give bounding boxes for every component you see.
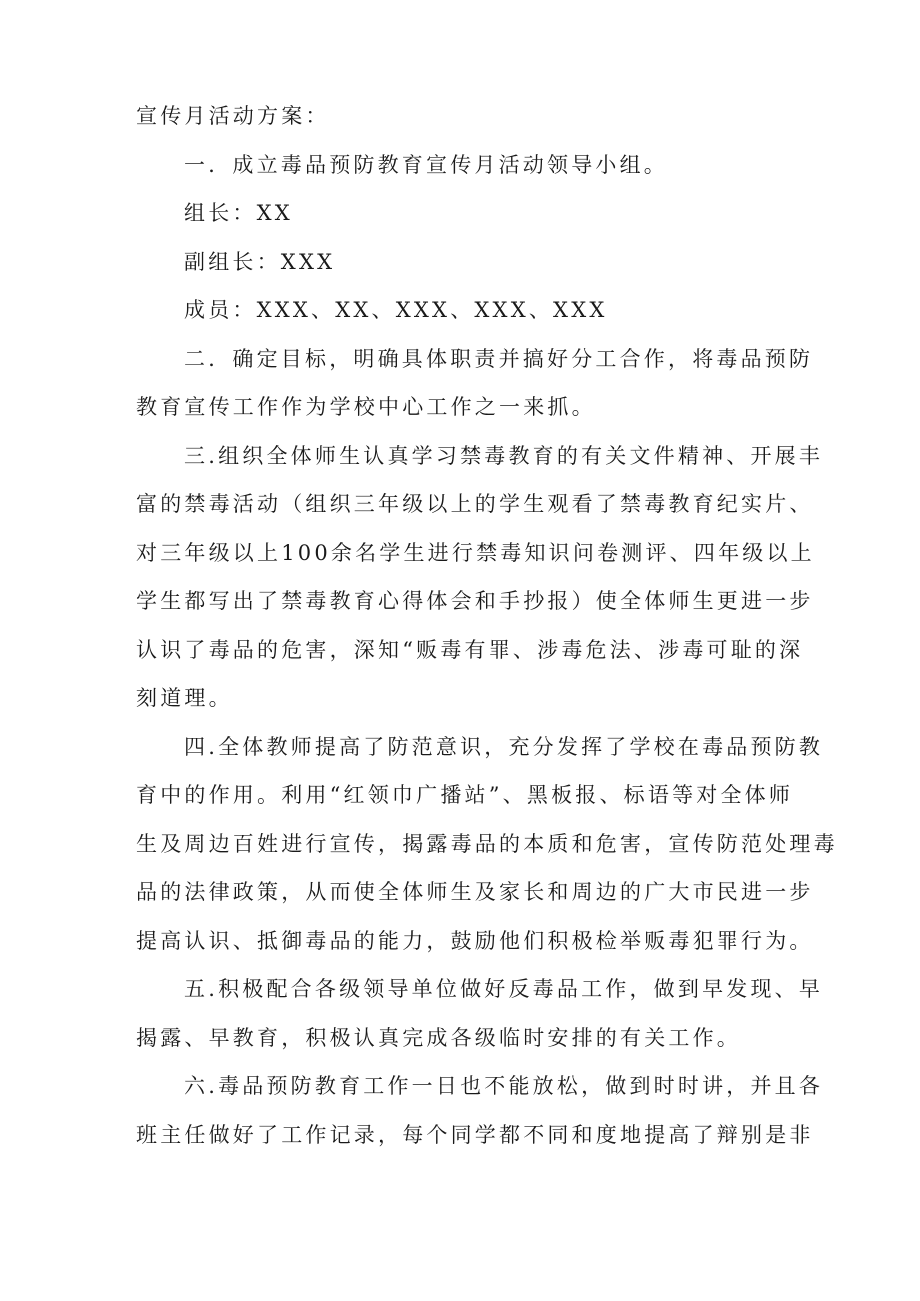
section-2-line-2: 教育宣传工作作为学校中心工作之一来抓。 xyxy=(136,395,596,419)
section-3-line-1: 三.组织全体师生认真学习禁毒教育的有关文件精神、开展丰 xyxy=(184,443,824,468)
section-3-line-3: 对三年级以上100余名学生进行禁毒知识问卷测评、四年级以上 xyxy=(136,540,815,565)
group-leader-line: 组长：XX xyxy=(184,201,293,225)
section-3-line-6: 刻道理。 xyxy=(136,686,233,710)
section-4-line-2: 育中的作用。利用“红领巾广播站”、黑板报、标语等对全体师 xyxy=(136,783,794,807)
deputy-leader-line: 副组长：XXX xyxy=(184,249,336,274)
section-1-title: 一．成立毒品预防教育宣传月活动领导小组。 xyxy=(184,152,668,177)
section-2-line-1: 二．确定目标，明确具体职责并搞好分工合作，将毒品预防 xyxy=(184,346,814,371)
section-3-line-2: 富的禁毒活动（组织三年级以上的学生观看了禁毒教育纪实片、 xyxy=(136,492,814,516)
section-4-line-5: 提高认识、抵御毒品的能力，鼓励他们积极检举贩毒犯罪行为。 xyxy=(136,928,814,953)
section-6-line-2: 班主任做好了工作记录，每个同学都不同和度地提高了辩别是非 xyxy=(136,1122,814,1147)
section-4-line-4: 品的法律政策，从而使全体师生及家长和周边的广大市民进一步 xyxy=(136,880,814,904)
section-5-line-2: 揭露、早教育，积极认真完成各级临时安排的有关工作。 xyxy=(136,1025,741,1050)
section-3-line-5: 认识了毒品的危害，深知“贩毒有罪、涉毒危法、涉毒可耻的深 xyxy=(136,637,804,662)
section-5-line-1: 五.积极配合各级领导单位做好反毒品工作，做到早发现、早 xyxy=(184,977,824,1001)
members-line: 成员：XXX、XX、XXX、XXX、XXX xyxy=(184,298,608,322)
heading-line: 宣传月活动方案： xyxy=(136,104,330,128)
section-4-line-1: 四.全体教师提高了防范意识，充分发挥了学校在毒品预防教 xyxy=(184,734,824,759)
section-6-line-1: 六.毒品预防教育工作一日也不能放松，做到时时讲，并且各 xyxy=(184,1074,824,1098)
section-3-line-4: 学生都写出了禁毒教育心得体会和手抄报）使全体师生更进一步 xyxy=(136,589,814,613)
document-body xyxy=(136,92,838,1159)
section-4-line-3: 生及周边百姓进行宣传，揭露毒品的本质和危害，宣传防范处理毒 xyxy=(136,831,838,856)
